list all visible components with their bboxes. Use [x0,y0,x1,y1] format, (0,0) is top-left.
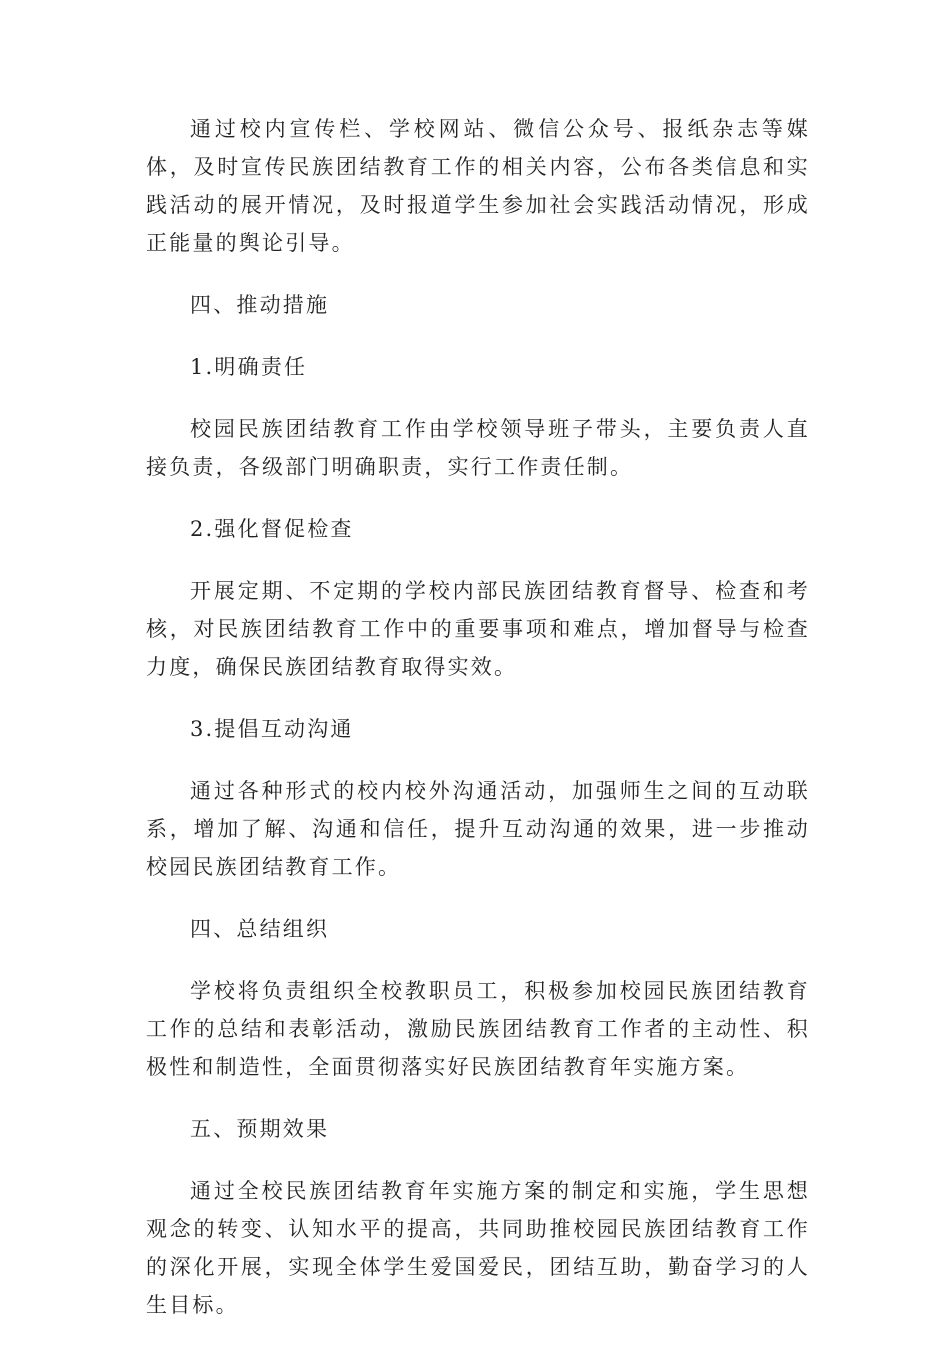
section-heading-measures: 四、推动措施 [190,293,330,317]
section-heading-expected-effects: 五、预期效果 [190,1117,330,1141]
paragraph-expected-effects: 通过全校民族团结教育年实施方案的制定和实施，学生思想观念的转变、认知水平的提高，共同助推校园民族团结教育工作的深化开展，实现全体学生爱国爱民，团结互助，勤奋学习的人生目标。 [146,1179,810,1317]
subheading-clarify-responsibility: 1.明确责任 [190,355,308,379]
paragraph-responsibility: 校园民族团结教育工作由学校领导班子带头，主要负责人直接负责，各级部门明确职责，实行工作责任制。 [146,417,810,479]
paragraph-summary: 学校将负责组织全校教职员工，积极参加校园民族团结教育工作的总结和表彰活动，激励民族团结教育工作者的主动性、积极性和制造性，全面贯彻落实好民族团结教育年实施方案。 [146,979,810,1079]
paragraph-supervision: 开展定期、不定期的学校内部民族团结教育督导、检查和考核，对民族团结教育工作中的重要事项和难点，增加督导与检查力度，确保民族团结教育取得实效。 [146,579,810,679]
subheading-communication: 3.提倡互动沟通 [190,717,354,741]
paragraph-media-publicity: 通过校内宣传栏、学校网站、微信公众号、报纸杂志等媒体，及时宣传民族团结教育工作的相关内容，公布各类信息和实践活动的展开情况，及时报道学生参加社会实践活动情况，形成正能量的舆论引导。 [146,117,810,255]
section-heading-summary: 四、总结组织 [190,917,330,941]
subheading-supervision: 2.强化督促检查 [190,517,354,541]
paragraph-communication: 通过各种形式的校内校外沟通活动，加强师生之间的互动联系，增加了解、沟通和信任，提升互动沟通的效果，进一步推动校园民族团结教育工作。 [146,779,810,879]
document-page [146,110,810,1348]
